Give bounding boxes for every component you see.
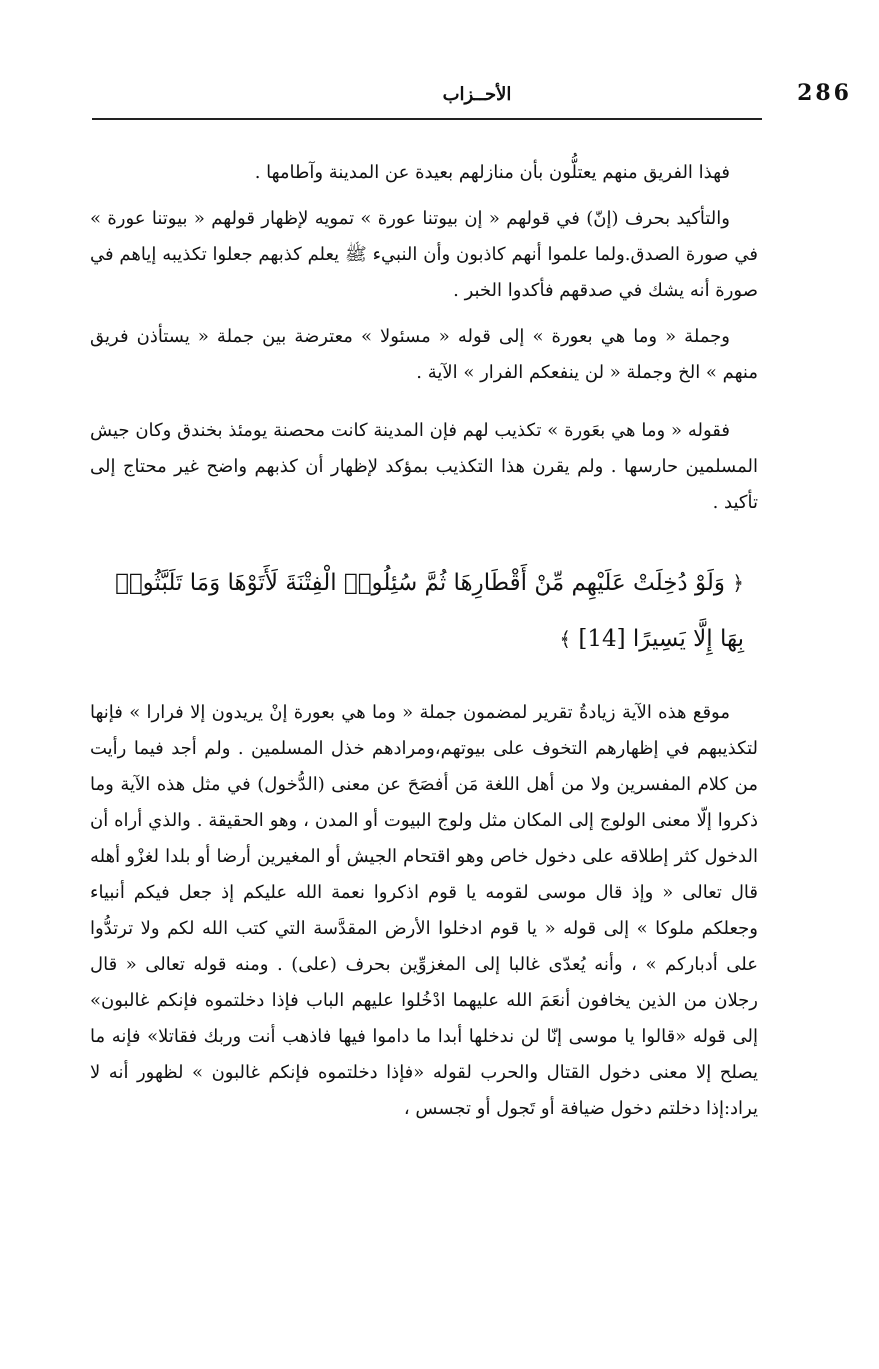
page-header bbox=[92, 78, 852, 120]
paragraph-2: والتأكيد بحرف (إنّ) في قولهم « إن بيوتنا عورة » تمويه لإظهار قولهم « بيوتنا عورة » في صورة الصدق.ولما علموا أنهم كاذبون وأن النبيء ﷺ يعلم كذبهم جعلوا تكذيبه إياهم في صورة أنه يشك في صدقهم فأكدوا الخبر . bbox=[90, 208, 758, 301]
verse-open-bracket: ﴿ bbox=[732, 571, 744, 595]
paragraph-1: فهذا الفريق منهم يعتلُّون بأن منازلهم بعيدة عن المدينة وآطامها . bbox=[254, 162, 730, 183]
verse-close-bracket: ﴾ bbox=[559, 627, 572, 651]
quran-verse bbox=[90, 555, 758, 667]
page-number: 286 bbox=[797, 80, 852, 106]
verse-text: وَلَوْ دُخِلَتْ عَلَيْهِم مِّنْ أَقْطَارِهَا ثُمَّ سُئِلُوا۟ الْفِتْنَةَ لَأَتَوْهَا وَمَا تَلَبَّثُوا۟ بِهَا إِلَّا يَسِيرًا bbox=[115, 570, 744, 652]
paragraph-4: فقوله « وما هي بعَورة » تكذيب لهم فإن المدينة كانت محصنة يومئذ بخندق وكان جيش المسلمين حارسها . ولم يقرن هذا التكذيب بمؤكد لإظهار أن كذبهم واضح غير محتاج إلى تأكيد . bbox=[90, 420, 758, 513]
page-body bbox=[90, 155, 758, 1137]
verse-number: [14] bbox=[578, 626, 626, 652]
paragraph-3: وجملة « وما هي بعورة » إلى قوله « مسئولا » معترضة بين جملة « يستأذن فريق منهم » الخ وجملة « لن ينفعكم الفرار » الآية . bbox=[90, 326, 758, 383]
running-title: الأحــزاب bbox=[442, 84, 512, 105]
commentary-paragraph: موقع هذه الآية زيادةُ تقرير لمضمون جملة « وما هي بعورة إنْ يريدون إلا فرارا » فإنها لتكذيبهم في إظهارهم التخوف على بيوتهم،ومرادهم خذل المسلمين . ولم أجد فيما رأيت من كلام المفسرين ولا من أهل اللغة مَن أفصَحَ عن معنى (الدُّخول) في مثل هذه الآية وما ذكروا إلّا معنى الولوج إلى المكان مثل ولوج البيوت أو المدن ، وهو الحقيقة . والذي أراه أن الدخول كثر إطلاقه على دخول خاص وهو اقتحام الجيش أو المغيرين أرضا أو بلدا لغزْو أهله قال تعالى « وإذ قال موسى لقومه يا قوم اذكروا نعمة الله عليكم إذ جعل فيكم أنبياء وجعلكم ملوكا » إلى قوله « يا قوم ادخلوا الأرض المقدَّسة التي كتب الله لكم ولا ترتدُّوا على أدباركم » ، وأنه يُعدّى غالبا إلى المغزوِّين بحرف (على) . ومنه قوله تعالى « قال رجلان من الذين يخافون أنعَمَ الله عليهما ادْخُلوا عليهم الباب فإذا دخلتموه فإنكم غالبون» إلى قوله «قالوا يا موسى إنّا لن ندخلها أبدا ما داموا فيها فاذهب أنت وربك فقاتلا» فإنه ما يصلح إلا معنى دخول القتال والحرب لقوله «فإذا دخلتموه فإنكم غالبون » لظهور أنه لا يراد:إذا دخلتم دخول ضيافة أو تَجول أو تجسس ، bbox=[90, 702, 759, 1119]
